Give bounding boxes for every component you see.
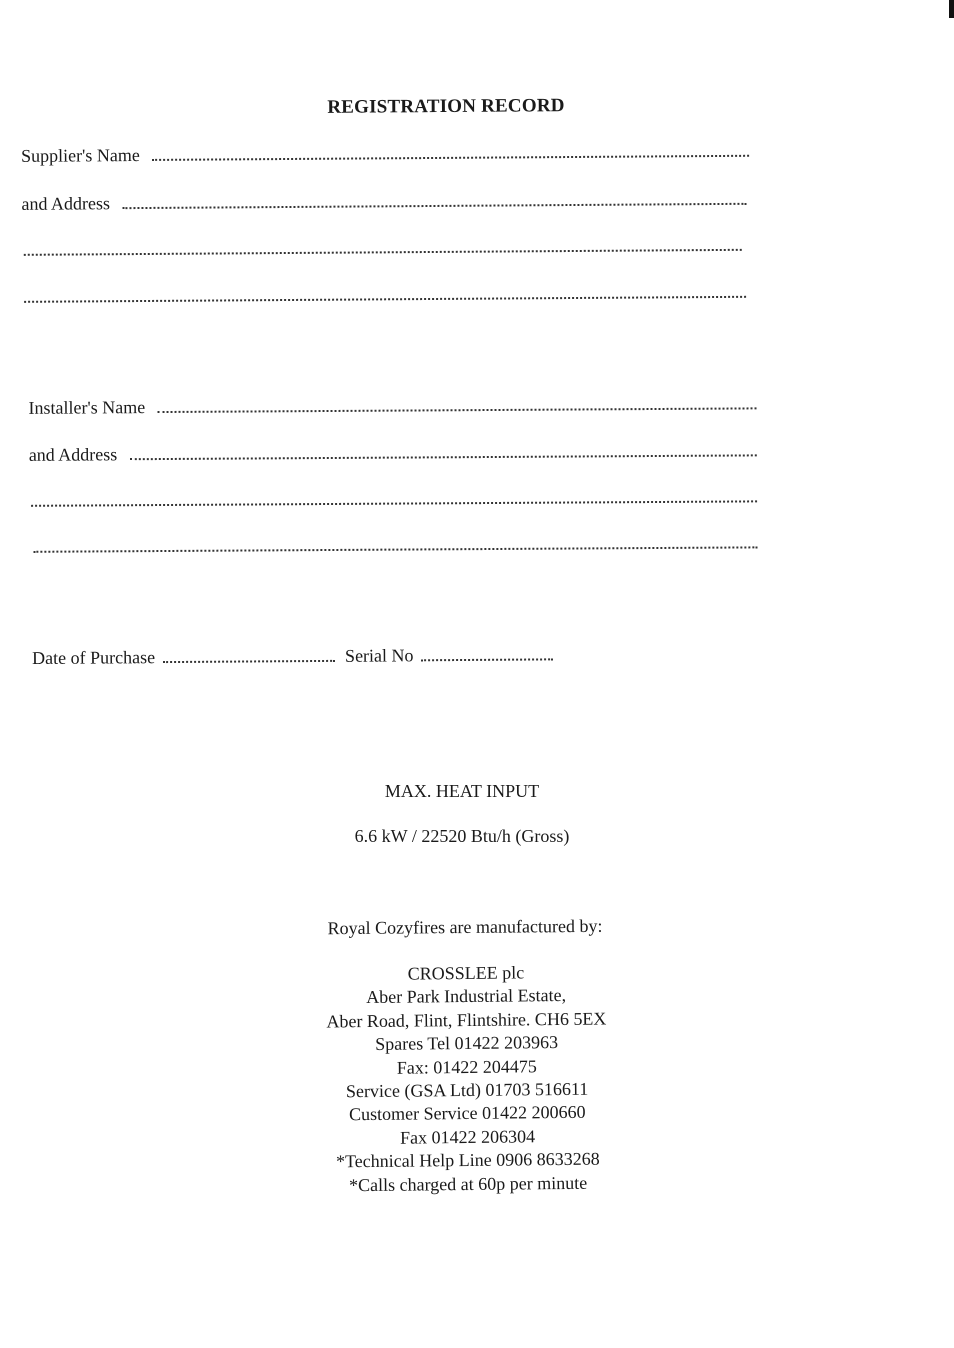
purchase-row [32,644,572,669]
installer-address-line-3 [33,532,757,562]
call-charge-note: *Calls charged at 60p per minute [348,1172,588,1195]
installer-address-field-2[interactable] [31,486,757,506]
serial-no-field[interactable] [421,644,553,661]
supplier-address-line-1 [21,189,746,220]
service-tel: Service (GSA Ltd) 01703 516611 [345,1078,589,1102]
installer-address-field-3[interactable] [33,532,757,552]
serial-no-label: Serial No [344,645,414,666]
page-title: REGISTRATION RECORD [327,95,565,118]
customer-service-fax: Fax 01422 206304 [400,1126,536,1148]
supplier-address-field-1[interactable] [122,189,747,209]
installer-address-field-1[interactable] [129,440,757,460]
heat-input-heading: MAX. HEAT INPUT [384,781,540,801]
installer-address-line-2 [31,486,757,516]
customer-service-tel: Customer Service 01422 200660 [349,1102,586,1125]
installer-address-label: and Address [28,444,118,465]
date-of-purchase-field[interactable] [163,646,335,663]
supplier-address-line-3 [24,282,746,313]
supplier-address-field-3[interactable] [24,282,746,303]
spares-fax: Fax: 01422 204475 [396,1055,537,1078]
address-line-road: Aber Road, Flint, Flintshire. CH6 5EX [326,1008,607,1032]
supplier-address-line-2 [24,235,742,266]
installer-name-field[interactable] [157,393,756,413]
spares-tel: Spares Tel 01422 203963 [375,1032,559,1055]
installer-name-line [28,393,756,423]
supplier-name-line [21,141,749,172]
technical-help-line: *Technical Help Line 0906 8633268 [335,1148,600,1172]
heat-input-value: 6.6 kW / 22520 Btu/h (Gross) [354,826,570,846]
date-of-purchase-label: Date of Purchase [32,647,156,668]
supplier-name-label: Supplier's Name [21,145,140,166]
installer-address-line-1 [29,440,757,470]
corner-scan-mark [949,0,954,18]
manufacturer-intro: Royal Cozyfires are manufactured by: [327,915,603,939]
installer-name-label: Installer's Name [28,397,146,418]
supplier-name-field[interactable] [152,141,749,161]
company-name: CROSSLEE plc [407,962,525,984]
supplier-address-label: and Address [21,193,110,214]
manufacturer-address-block [0,957,935,1201]
supplier-address-field-2[interactable] [24,235,742,256]
address-line-estate: Aber Park Industrial Estate, [366,985,567,1008]
